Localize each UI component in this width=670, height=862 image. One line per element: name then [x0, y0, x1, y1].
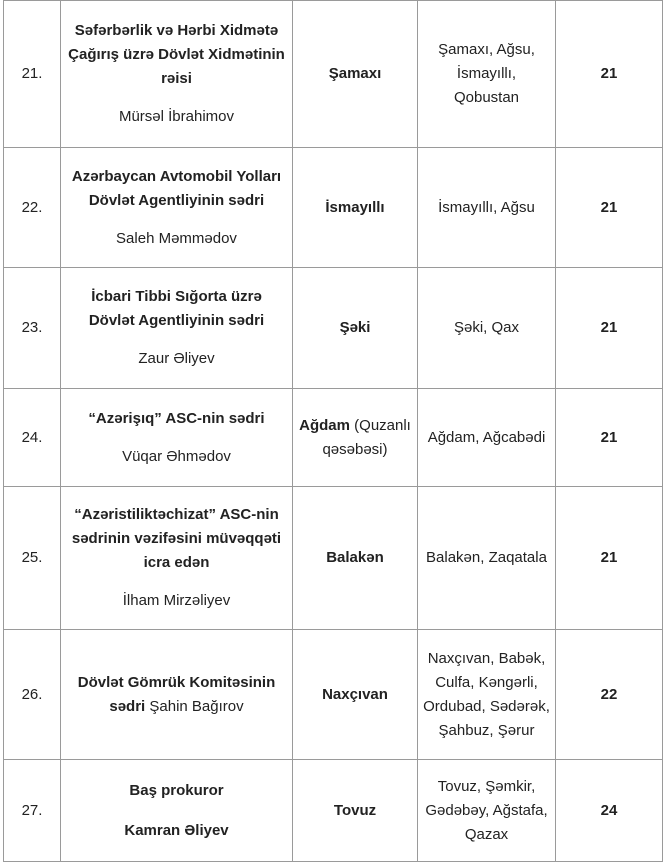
- region-line: İsmayıllı, Ağsu: [438, 198, 535, 216]
- city-cell: Balakən: [293, 487, 418, 630]
- position-title-tail: sədri: [109, 697, 146, 715]
- region-line: Gədəbəy, Ağstafa,: [425, 801, 548, 819]
- row-number: 24.: [4, 389, 61, 487]
- city-cell: Şamaxı: [293, 1, 418, 148]
- regions-cell: [418, 148, 556, 268]
- region-line: Qazax: [464, 825, 509, 843]
- city-cell: [293, 389, 418, 487]
- region-line: Ağdam, Ağcabədi: [427, 428, 546, 446]
- position-title-line: Dövlət Agentliyinin sədri: [88, 191, 265, 209]
- region-line: Tovuz, Şəmkir,: [437, 777, 536, 795]
- regions-cell: [418, 389, 556, 487]
- position-title-line: rəisi: [161, 70, 192, 87]
- position-title-line: “Azəristiliktəchizat” ASC-nin: [74, 506, 279, 523]
- seats-cell: 22: [556, 630, 663, 760]
- table-row: [4, 1, 663, 148]
- position-cell: [61, 148, 293, 268]
- appointments-table: [3, 0, 663, 862]
- position-title-line: icra edən: [143, 554, 210, 571]
- region-line: Balakən, Zaqatala: [426, 549, 547, 566]
- city-note-line: qəsəbəsi): [322, 440, 388, 458]
- person-name: Mürsəl İbrahimov: [118, 108, 235, 125]
- position-cell: [61, 1, 293, 148]
- person-name: Kamran Əliyev: [124, 821, 229, 839]
- region-line: Qobustan: [453, 89, 520, 106]
- position-title-line: Azərbaycan Avtomobil Yolları: [71, 167, 282, 185]
- regions-cell: [418, 487, 556, 630]
- row-number: 27.: [4, 760, 61, 862]
- row-number: 23.: [4, 268, 61, 389]
- table-row: [4, 760, 663, 862]
- city-cell: Şəki: [293, 268, 418, 389]
- person-name: İlham Mirzəliyev: [122, 592, 231, 609]
- person-name: Şahin Bağırov: [145, 697, 244, 715]
- position-title-line: Dövlət Agentliyinin sədri: [88, 312, 265, 329]
- regions-cell: [418, 760, 556, 862]
- row-number: 25.: [4, 487, 61, 630]
- city-cell: Naxçıvan: [293, 630, 418, 760]
- position-title-line: İcbari Tibbi Sığorta üzrə: [91, 288, 262, 305]
- position-title-line: sədrinin vəzifəsini müvəqqəti: [71, 530, 282, 547]
- person-name: Vüqar Əhmədov: [122, 447, 231, 465]
- table-row: [4, 630, 663, 760]
- row-number: 21.: [4, 1, 61, 148]
- seats-cell: 21: [556, 268, 663, 389]
- city-note: (Quzanlı: [349, 416, 411, 434]
- seats-cell: 21: [556, 148, 663, 268]
- seats-cell: 21: [556, 1, 663, 148]
- region-line: Şahbuz, Şərur: [438, 721, 535, 739]
- table-row: [4, 487, 663, 630]
- position-title-line: Çağırış üzrə Dövlət Xidmətinin: [68, 46, 285, 63]
- person-name: Zaur Əliyev: [138, 350, 215, 367]
- table-row: [4, 148, 663, 268]
- seats-cell: 21: [556, 389, 663, 487]
- position-title-line: Baş prokuror: [129, 781, 224, 799]
- region-line: İsmayıllı,: [456, 65, 517, 82]
- position-title-line: Dövlət Gömrük Komitəsinin: [77, 673, 276, 691]
- position-cell: [61, 487, 293, 630]
- row-number: 22.: [4, 148, 61, 268]
- seats-cell: 24: [556, 760, 663, 862]
- table-row: [4, 268, 663, 389]
- city-name: Ağdam: [299, 416, 350, 434]
- city-cell: Tovuz: [293, 760, 418, 862]
- region-line: Naxçıvan, Babək,: [427, 649, 546, 667]
- position-cell: [61, 268, 293, 389]
- position-title-line: “Azərişıq” ASC-nin sədri: [88, 409, 265, 427]
- position-cell: [61, 760, 293, 862]
- region-line: Şamaxı, Ağsu,: [438, 41, 535, 58]
- regions-cell: [418, 1, 556, 148]
- region-line: Şəki, Qax: [453, 319, 520, 336]
- city-cell: İsmayıllı: [293, 148, 418, 268]
- regions-cell: [418, 630, 556, 760]
- region-line: Ordubad, Sədərək,: [423, 697, 550, 715]
- region-line: Culfa, Kəngərli,: [435, 673, 538, 691]
- person-name: Saleh Məmmədov: [116, 229, 237, 247]
- seats-cell: 21: [556, 487, 663, 630]
- table-row: [4, 389, 663, 487]
- position-cell: [61, 630, 293, 760]
- row-number: 26.: [4, 630, 61, 760]
- position-title-line: Səfərbərlik və Hərbi Xidmətə: [74, 22, 279, 39]
- regions-cell: [418, 268, 556, 389]
- position-cell: [61, 389, 293, 487]
